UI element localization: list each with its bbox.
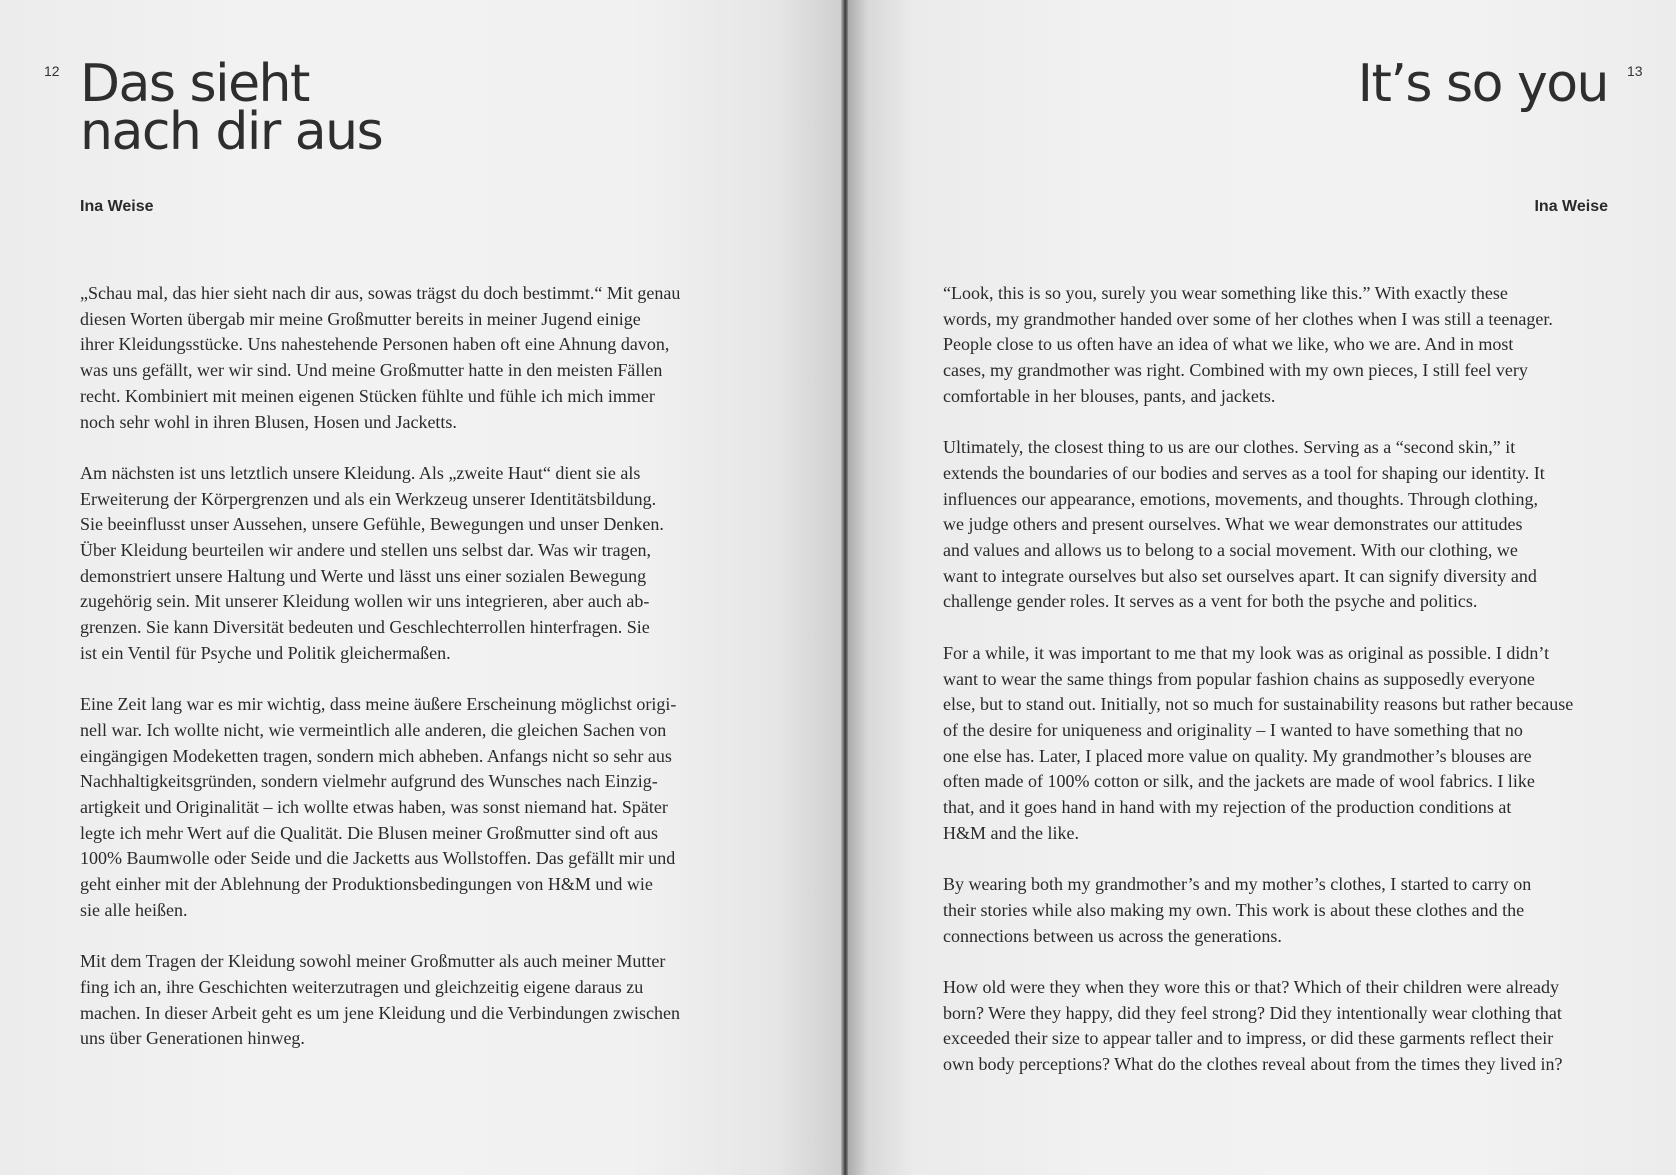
text-line: grenzen. Sie kann Diversität bedeuten und Geschlechterrollen hinterfragen. Sie <box>80 617 650 638</box>
body-text <box>943 281 1609 1103</box>
text-line: recht. Kombiniert mit meinen eigenen Stücken fühlte und fühle ich mich immer <box>80 385 655 406</box>
text-line: was uns gefällt, wer wir sind. Und meine Großmutter hatte in den meisten Fällen <box>80 360 663 381</box>
text-line: 100% Baumwolle oder Seide und die Jacketts aus Wollstoffen. Das gefällt mir und <box>80 848 676 869</box>
text-line: diesen Worten übergab mir meine Großmutter bereits in meiner Jugend einige <box>80 308 641 329</box>
right-page <box>847 0 1676 1175</box>
text-line: ist ein Ventil für Psyche und Politik gleichermaßen. <box>80 642 451 663</box>
text-line: geht einher mit der Ablehnung der Produktionsbedingungen von H&M und wie <box>80 874 653 895</box>
text-line: often made of 100% cotton or silk, and the jackets are made of wool fabrics. I like <box>943 771 1535 792</box>
text-line: legte ich mehr Wert auf die Qualität. Die Blusen meiner Großmutter sind oft aus <box>80 822 659 843</box>
text-line: want to wear the same things from popular fashion chains as supposedly everyone <box>943 668 1535 689</box>
title-line: nach dir aus <box>80 102 383 162</box>
title-line: Das sieht <box>80 54 309 114</box>
text-line: How old were they when they wore this or that? Which of their children were already <box>943 976 1559 997</box>
text-line: connections between us across the generations. <box>943 925 1282 946</box>
text-line: one else has. Later, I placed more value on quality. My grandmother’s blouses are <box>943 745 1532 766</box>
paragraph <box>80 281 740 435</box>
text-line: demonstriert unsere Haltung und Werte und lässt uns einer sozialen Bewegung <box>80 565 647 586</box>
text-line: artigkeit und Originalität – ich wollte etwas haben, was sonst niemand hat. Später <box>80 797 668 818</box>
text-line: exceeded their size to appear taller and to impress, or did these garments reflect their <box>943 1028 1554 1049</box>
text-line: born? Were they happy, did they feel strong? Did they intentionally wear clothing that <box>943 1002 1562 1023</box>
page-number: 13 <box>1627 63 1643 79</box>
title-line: It’s so you <box>1357 54 1608 114</box>
text-line: nell war. Ich wollte nicht, wie vermeintlich alle anderen, die gleichen Sachen von <box>80 719 667 740</box>
page-title <box>1357 54 1608 114</box>
paragraph <box>80 692 740 923</box>
author-name: Ina Weise <box>80 198 154 215</box>
text-line: Mit dem Tragen der Kleidung sowohl meiner Großmutter als auch meiner Mutter <box>80 951 666 972</box>
text-line: „Schau mal, das hier sieht nach dir aus, sowas trägst du doch bestimmt.“ Mit genau <box>80 283 681 303</box>
text-line: eingängigen Modeketten tragen, sondern mich abheben. Anfangs nicht so sehr aus <box>80 745 672 766</box>
text-line: of the desire for uniqueness and originality – I wanted to have something that no <box>943 719 1523 740</box>
text-line: cases, my grandmother was right. Combined with my own pieces, I still feel very <box>943 360 1528 381</box>
text-line: Nachhaltigkeitsgründen, sondern vielmehr aufgrund des Wunsches nach Einzig- <box>80 771 658 792</box>
text-line: own body perceptions? What do the clothes reveal about from the times they lived in? <box>943 1054 1563 1075</box>
text-line: Über Kleidung beurteilen wir andere und stellen uns selbst dar. Was wir tragen, <box>80 540 652 561</box>
page-number: 12 <box>44 63 60 79</box>
text-line: sie alle heißen. <box>80 899 188 920</box>
text-line: influences our appearance, emotions, movements, and thoughts. Through clothing, <box>943 488 1539 509</box>
text-line: Sie beeinflusst unser Aussehen, unsere Gefühle, Bewegungen und unser Denken. <box>80 514 664 535</box>
paragraph <box>943 872 1609 949</box>
text-line: else, but to stand out. Initially, not so much for sustainability reasons but rather because <box>943 694 1574 715</box>
text-line: “Look, this is so you, surely you wear something like this.” With exactly these <box>943 283 1508 303</box>
text-line: words, my grandmother handed over some of her clothes when I was still a teenager. <box>943 308 1553 329</box>
text-line: Am nächsten ist uns letztlich unsere Kleidung. Als „zweite Haut“ dient sie als <box>80 462 641 483</box>
author-name: Ina Weise <box>1534 198 1608 215</box>
text-line: H&M and the like. <box>943 822 1079 843</box>
text-line: For a while, it was important to me that my look was as original as possible. I didn’t <box>943 642 1550 663</box>
text-line: Ultimately, the closest thing to us are our clothes. Serving as a “second skin,” it <box>943 437 1516 458</box>
text-line: comfortable in her blouses, pants, and jackets. <box>943 385 1276 406</box>
paragraph <box>943 641 1609 847</box>
paragraph <box>80 949 740 1052</box>
book-gutter <box>841 0 848 1175</box>
text-line: want to integrate ourselves but also set ourselves apart. It can signify diversity and <box>943 565 1537 586</box>
text-line: machen. In dieser Arbeit geht es um jene Kleidung und die Verbindungen zwischen <box>80 1002 681 1023</box>
text-line: noch sehr wohl in ihren Blusen, Hosen und Jacketts. <box>80 411 457 432</box>
paragraph <box>943 435 1609 615</box>
text-line: uns über Generationen hinweg. <box>80 1028 305 1049</box>
text-line: fing ich an, ihre Geschichten weiterzutragen und gleichzeitig eigene daraus zu <box>80 976 644 997</box>
text-line: ihrer Kleidungsstücke. Uns nahestehende Personen haben oft eine Ahnung davon, <box>80 334 670 355</box>
text-line: extends the boundaries of our bodies and serves as a tool for shaping our identity. It <box>943 462 1545 483</box>
text-line: People close to us often have an idea of what we like, who we are. And in most <box>943 334 1514 355</box>
text-line: zugehörig sein. Mit unserer Kleidung wollen wir uns integrieren, aber auch ab- <box>80 591 650 612</box>
body-text <box>80 281 740 1078</box>
text-line: that, and it goes hand in hand with my rejection of the production conditions at <box>943 797 1512 818</box>
text-line: we judge others and present ourselves. What we wear demonstrates our attitudes <box>943 514 1523 535</box>
paragraph <box>80 461 740 667</box>
text-line: Eine Zeit lang war es mir wichtig, dass meine äußere Erscheinung möglichst origi- <box>80 694 677 715</box>
text-line: challenge gender roles. It serves as a vent for both the psyche and politics. <box>943 591 1478 612</box>
text-line: By wearing both my grandmother’s and my mother’s clothes, I started to carry on <box>943 874 1532 895</box>
paragraph <box>943 281 1609 410</box>
page-title <box>80 54 383 162</box>
text-line: Erweiterung der Körpergrenzen und als ein Werkzeug unserer Identitätsbildung. <box>80 488 657 509</box>
paragraph <box>943 975 1609 1078</box>
text-line: and values and allows us to belong to a social movement. With our clothing, we <box>943 540 1518 561</box>
text-line: their stories while also making my own. This work is about these clothes and the <box>943 899 1525 920</box>
